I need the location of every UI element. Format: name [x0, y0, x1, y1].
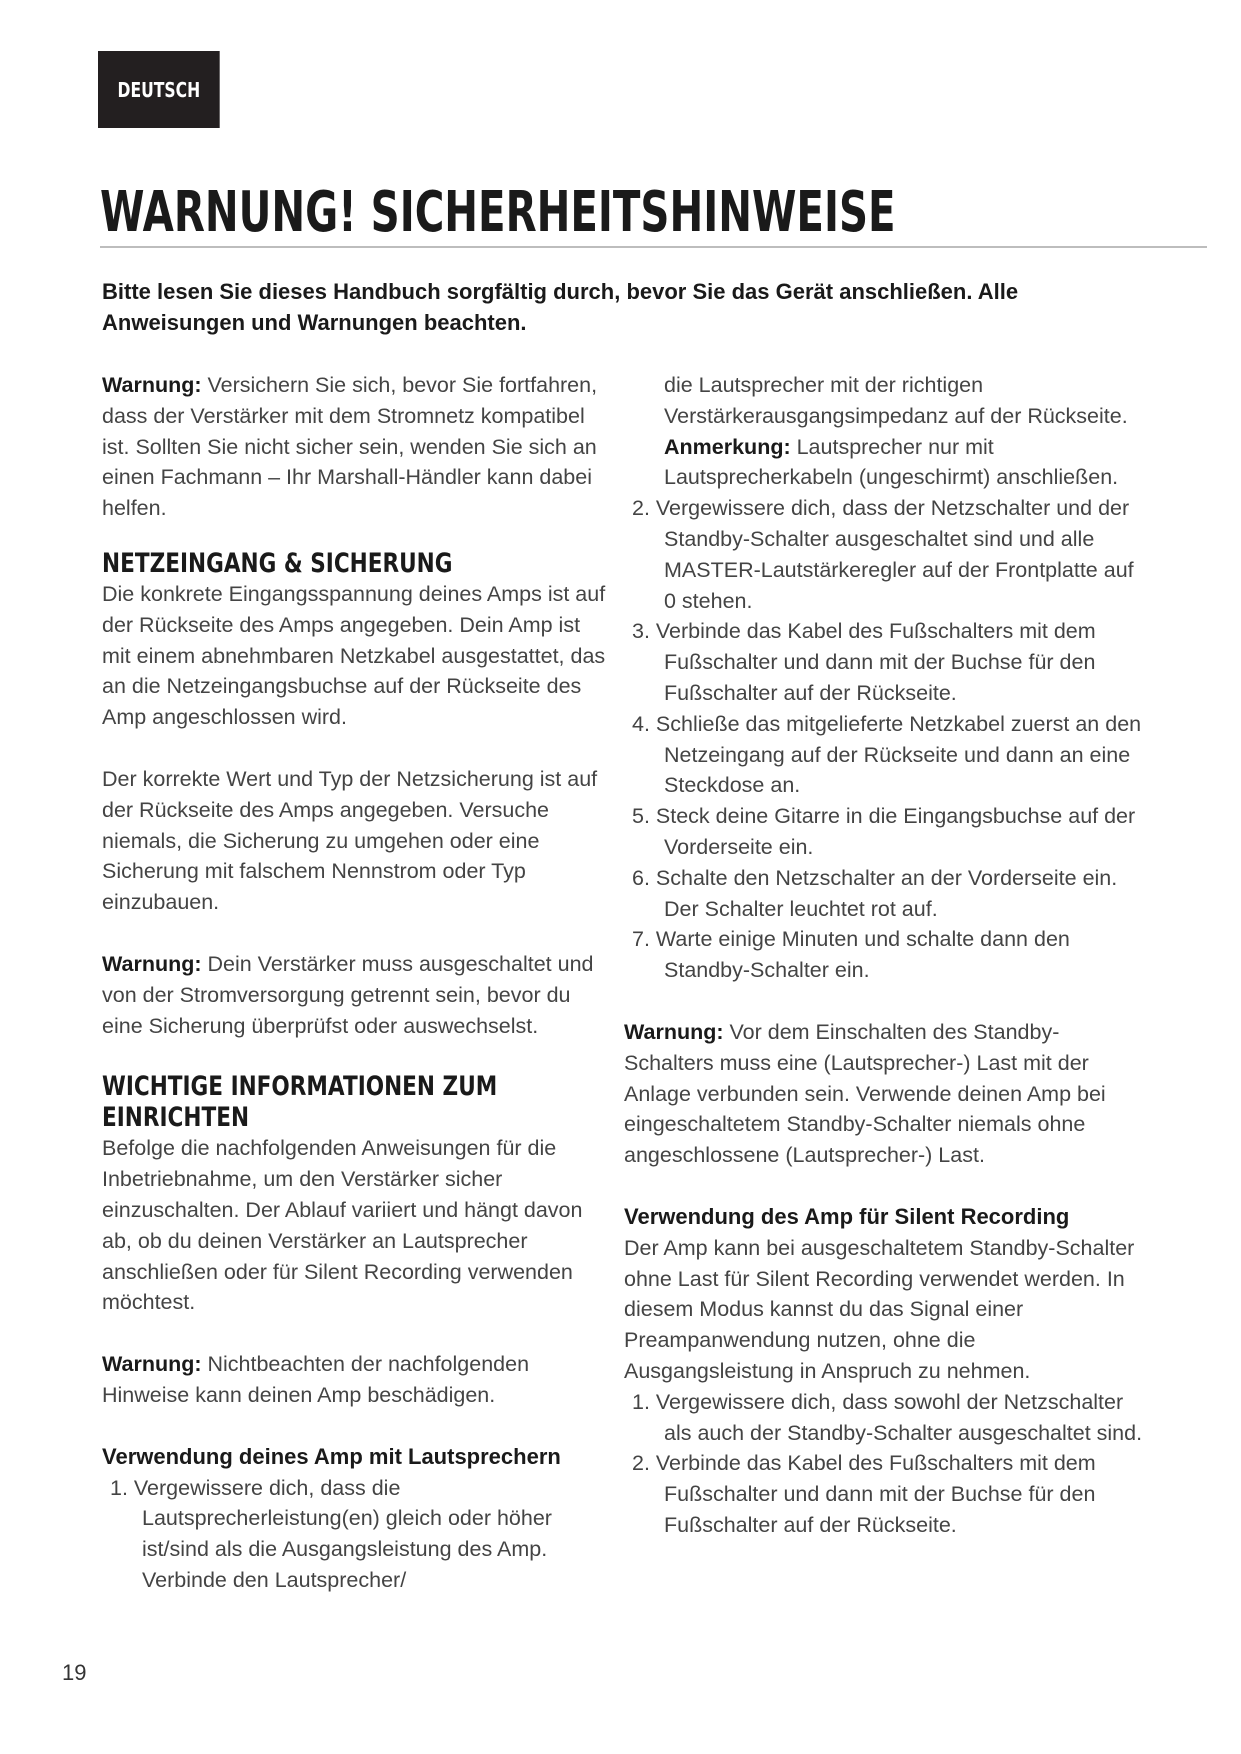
paragraph: Die konkrete Eingangsspannung deines Amps ist auf der Rückseite des Amps angegeben. Dein Amp ist mit einem abnehmbaren Netzkabel ausgestattet, das an die Netzeingangsbuchse auf der Rückseite des Amp angeschlossen wird.	[102, 581, 606, 730]
spacer	[102, 1318, 612, 1349]
spacer	[102, 1041, 612, 1071]
warning-paragraph	[102, 949, 612, 1041]
warning-text: Versichern Sie sich, bevor Sie fortfahren, dass der Verstärker mit dem Stromnetz kompatibel ist. Sollten Sie nicht sicher sein, wenden Sie sich an einen Fachmann – Ihr Marshall-Händler kann dabei helfen.	[102, 373, 598, 521]
list-item-continuation: die Lautsprecher mit der richtigen Verstärkerausgangsimpedanz auf der Rückseite.	[664, 373, 1128, 428]
list-item: 1. Vergewissere dich, dass sowohl der Netzschalter als auch der Standby-Schalter ausgeschaltet sind.	[632, 1389, 1143, 1445]
section-heading-netzeingang: NETZEINGANG & SICHERUNG	[102, 547, 453, 579]
right-column	[624, 370, 1144, 1541]
language-tab	[98, 51, 220, 128]
spacer	[102, 918, 612, 949]
note-paragraph	[624, 432, 1144, 494]
note-text: Lautsprecher nur mit Lautsprecherkabeln (ungeschirmt) anschließen.	[664, 434, 1119, 490]
page-title: WARNUNG! SICHERHEITSHINWEISE	[100, 180, 896, 245]
warning-paragraph	[624, 1017, 1144, 1171]
left-column	[102, 370, 612, 1596]
spacer	[624, 986, 1144, 1017]
list-item: 4. Schließe das mitgelieferte Netzkabel zuerst an den Netzeingang auf der Rückseite und dann an eine Steckdose an.	[632, 711, 1142, 798]
spacer	[624, 1171, 1144, 1202]
warning-label: Warnung:	[624, 1019, 724, 1044]
warning-text: Dein Verstärker muss ausgeschaltet und von der Stromversorgung getrennt sein, bevor du eine Sicherung überprüfst oder auswechselst.	[102, 951, 594, 1038]
list-item: 3. Verbinde das Kabel des Fußschalters mit dem Fußschalter und dann mit der Buchse für den Fußschalter auf der Rückseite.	[632, 619, 1096, 705]
page-number: 19	[62, 1660, 87, 1685]
paragraph: Der Amp kann bei ausgeschaltetem Standby-Schalter ohne Last für Silent Recording verwendet werden. In diesem Modus kannst du das Signal einer Preampanwendung nutzen, ohne die Ausgangsleistung in Anspruch zu nehmen.	[624, 1235, 1135, 1383]
paragraph: Befolge die nachfolgenden Anweisungen für die Inbetriebnahme, um den Verstärker sicher einzuschalten. Der Ablauf variiert und hängt davon ab, ob du deinen Verstärker an Lautsprecher anschließen oder für Silent Recording verwenden möchtest.	[102, 1136, 583, 1315]
list-item: 2. Vergewissere dich, dass der Netzschalter und der Standby-Schalter ausgeschaltet sind und alle MASTER-Lautstärkeregler auf der Frontplatte auf 0 stehen.	[632, 496, 1134, 613]
warning-label: Warnung:	[102, 951, 202, 976]
list-item: 7. Warte einige Minuten und schalte dann den Standby-Schalter ein.	[632, 927, 1070, 983]
section-heading-einrichten: WICHTIGE INFORMATIONEN ZUM EINRICHTEN	[102, 1071, 498, 1134]
silent-steps-list	[624, 1387, 1144, 1541]
list-item: 6. Schalte den Netzschalter an der Vorderseite ein. Der Schalter leuchtet rot auf.	[632, 865, 1118, 921]
warning-paragraph	[102, 370, 612, 524]
list-item: 1. Vergewissere dich, dass die Lautsprecherleistung(en) gleich oder höher ist/sind als die Ausgangsleistung des Amp. Verbinde den Lautsprecher/	[110, 1475, 552, 1592]
list-item: 5. Steck deine Gitarre in die Eingangsbuchse auf der Vorderseite ein.	[632, 804, 1136, 859]
warning-paragraph	[102, 1349, 612, 1411]
warning-text: Nichtbeachten der nachfolgenden Hinweise kann deinen Amp beschädigen.	[102, 1352, 530, 1407]
title-divider	[100, 246, 1207, 248]
intro-text: Bitte lesen Sie dieses Handbuch sorgfältig durch, bevor Sie das Gerät anschließen. Alle Anweisungen und Warnungen beachten.	[102, 279, 1019, 335]
language-label: DEUTSCH	[117, 77, 201, 102]
speaker-steps-list	[624, 493, 1144, 986]
warning-label: Warnung:	[102, 1352, 202, 1377]
warning-text: Vor dem Einschalten des Standby-Schalters muss eine (Lautsprecher-) Last mit der Anlage verbunden sein. Verwende deinen Amp bei eingeschaltetem Standby-Schalter niemals ohne angeschlossene (Lautsprecher-) Last.	[624, 1019, 1106, 1168]
spacer	[102, 1411, 612, 1442]
warning-label: Warnung:	[102, 373, 202, 397]
list-item: 2. Verbinde das Kabel des Fußschalters mit dem Fußschalter und dann mit der Buchse für den Fußschalter auf der Rückseite.	[632, 1451, 1096, 1537]
paragraph: Der korrekte Wert und Typ der Netzsicherung ist auf der Rückseite des Amps angegeben. Versuche niemals, die Sicherung zu umgehen oder eine Sicherung mit falschem Nennstrom oder Typ einzubauen.	[102, 766, 598, 915]
spacer	[102, 733, 612, 764]
speaker-steps-list	[102, 1473, 612, 1596]
note-label: Anmerkung:	[664, 434, 791, 459]
subheading-silent-recording: Verwendung des Amp für Silent Recording	[624, 1203, 1070, 1229]
spacer	[102, 524, 612, 548]
subheading-speakers: Verwendung deines Amp mit Lautsprechern	[102, 1443, 561, 1469]
